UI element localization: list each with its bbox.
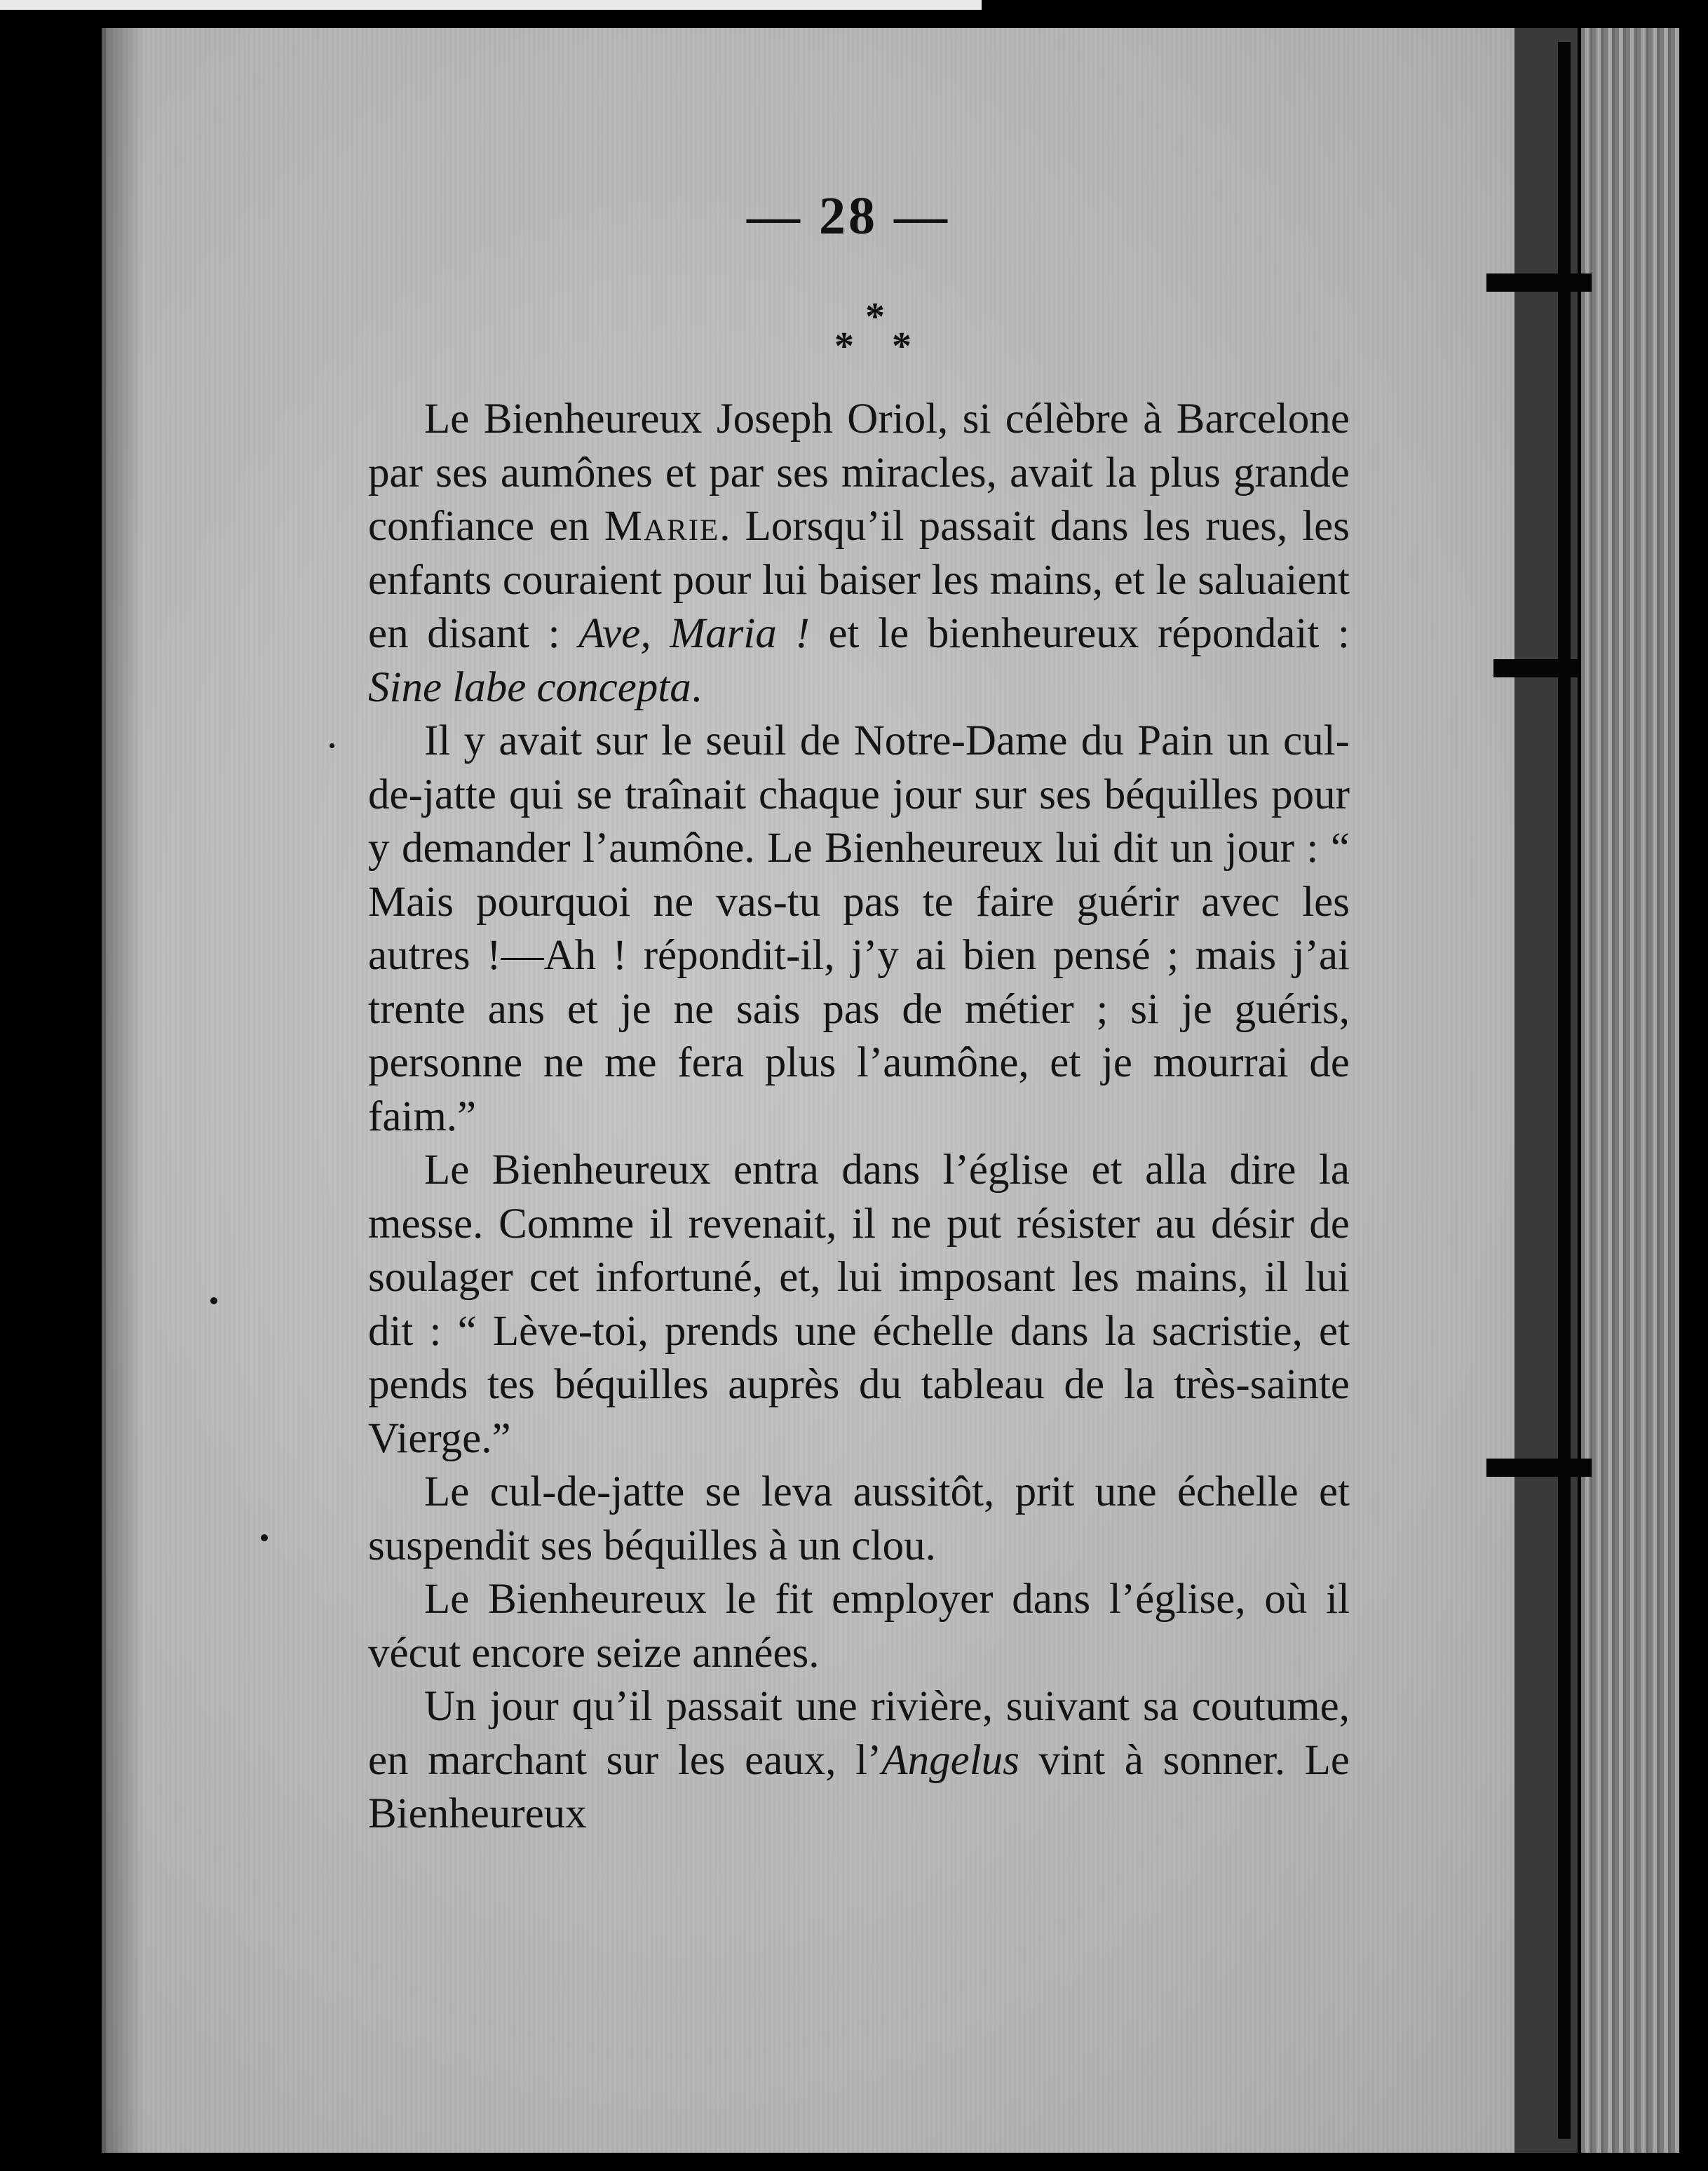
- binding-thread: [1558, 42, 1571, 2139]
- body-text: [368, 393, 1350, 1841]
- text-run: . Lorsqu’il passait dans les rues, les enfants couraient pour lui baiser les mains, et le saluaient en disant :: [368, 503, 1350, 657]
- text-run: et le bienheureux répondait :: [809, 610, 1350, 657]
- text-run: Le Bienheureux Joseph Oriol, si célèbre à Barcelone par ses aumônes et par ses miracles, avait la plus grande confiance en: [368, 395, 1350, 550]
- asterism-star: *: [865, 295, 885, 339]
- paper-speck: [210, 1297, 217, 1304]
- page-number: — 28 —: [747, 187, 950, 245]
- italic-phrase: Angelus: [881, 1736, 1019, 1784]
- text-run: Le cul-de-jatte se leva aussitôt, prit une échelle et suspendit ses béquilles à un clou.: [368, 1468, 1350, 1569]
- binding-stitch-1: [1486, 273, 1592, 292]
- binding-stitch-3: [1486, 1459, 1592, 1477]
- text-run: Un jour qu’il passait une rivière, suivant sa coutume, en marchant sur les eaux, l’: [368, 1683, 1350, 1784]
- scan-right-border: [1679, 28, 1708, 2153]
- binding-stitch-2: [1493, 659, 1578, 677]
- scanner-top-gap: [982, 0, 1708, 10]
- asterism-star: *: [834, 325, 854, 368]
- text-run: .: [691, 663, 702, 711]
- text-run: vint à sonner. Le Bienheureux: [368, 1736, 1350, 1837]
- paragraph: [368, 715, 1350, 1144]
- text-run: Le Bienheureux entra dans l’église et alla dire la messe. Comme il revenait, il ne put résister au désir de soulager cet infortuné, et, lui imposant les mains, il lui dit : “ Lève-toi, prends une échelle dans la sacristie, et pends tes béquilles auprès du tableau de la très-sainte Vierge.”: [368, 1147, 1350, 1462]
- paragraph: [368, 1466, 1350, 1573]
- paper-speck: [330, 743, 334, 748]
- paragraph: [368, 393, 1350, 715]
- text-run: Le Bienheureux le fit employer dans l’église, où il vécut encore seize années.: [368, 1576, 1350, 1677]
- page-stack-edge: [1581, 28, 1679, 2153]
- paragraph: [368, 1144, 1350, 1466]
- page-left-shadow: [102, 28, 144, 2153]
- section-asterism: [834, 295, 919, 372]
- italic-phrase: Sine labe concepta: [368, 663, 691, 711]
- name-small-caps: Marie: [604, 503, 720, 550]
- paragraph: [368, 1680, 1350, 1841]
- paragraph: [368, 1573, 1350, 1680]
- italic-phrase: Ave, Maria !: [578, 610, 810, 657]
- text-run: Il y avait sur le seuil de Notre-Dame du Pain un cul-de-jatte qui se traînait chaque jour sur ses béquilles pour y demander l’aumône. Le Bienheureux lui dit un jour : “ Mais pourquoi ne vas-tu pas te faire guérir avec les autres !—Ah ! répondit-il, j’y ai bien pensé ; mais j’ai trente ans et je ne sais pas de métier ; si je guéris, personne ne me fera plus l’aumône, et je mourrai de faim.”: [368, 717, 1350, 1140]
- asterism-star: *: [892, 325, 911, 368]
- paper-speck: [261, 1534, 268, 1541]
